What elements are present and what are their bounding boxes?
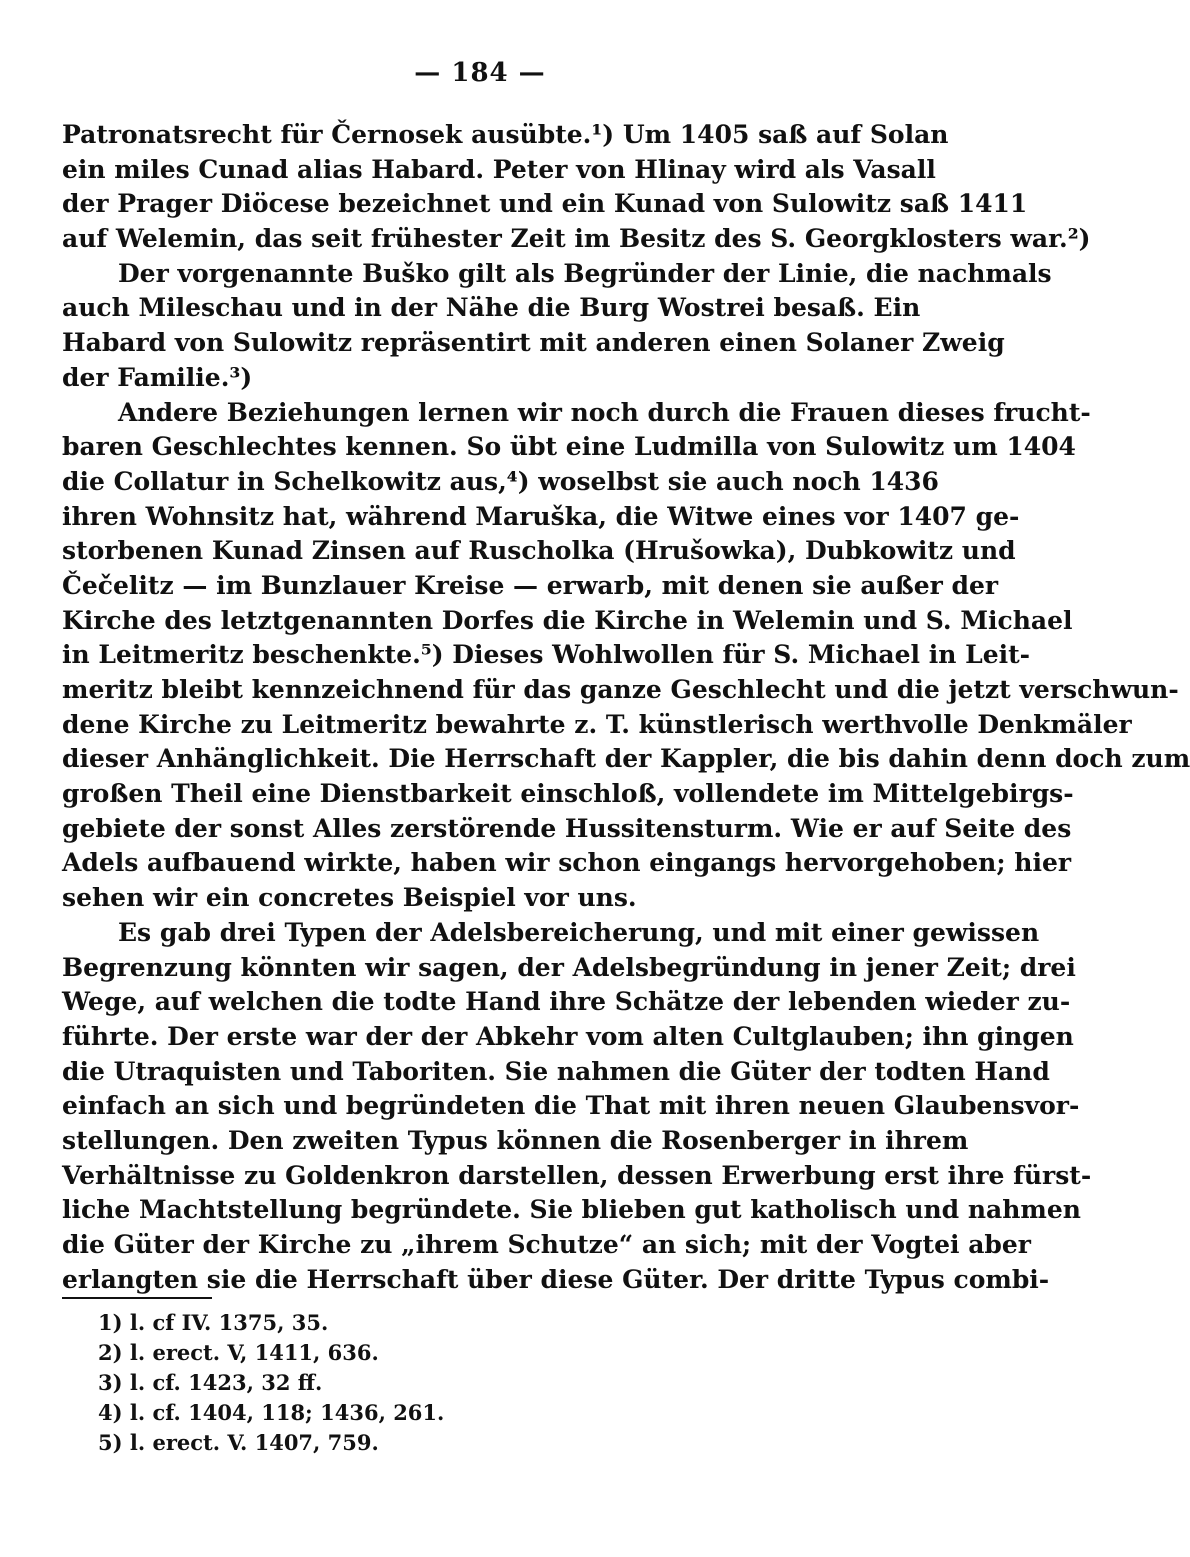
text-line: führte. Der erste war der der Abkehr vom alten Cultglauben; ihn gingen (62, 1021, 1074, 1051)
text-line: baren Geschlechtes kennen. So übt eine Ludmilla von Sulowitz um 1404 (62, 432, 1076, 462)
text-line: sehen wir ein concretes Beispiel vor uns. (62, 883, 637, 913)
text-line: Begrenzung könnten wir sagen, der Adelsbegründung in jener Zeit; drei (62, 952, 1076, 982)
text-line: Habard von Sulowitz repräsentirt mit anderen einen Solaner Zweig (62, 328, 1005, 358)
text-line: meritz bleibt kennzeichnend für das ganze Geschlecht und die jetzt verschwun- (62, 675, 1179, 704)
text-line: die Collatur in Schelkowitz aus,⁴) woselbst sie auch noch 1436 (62, 466, 939, 496)
text-line: liche Machtstellung begründete. Sie blieben gut katholisch und nahmen (62, 1195, 1081, 1225)
footnote: 3) l. cf. 1423, 32 ff. (98, 1370, 323, 1395)
main-text (62, 118, 1190, 1297)
text-line: erlangten sie die Herrschaft über diese Güter. Der dritte Typus combi- (62, 1264, 1050, 1294)
footnote-divider (62, 1297, 212, 1299)
footnote: 1) l. cf IV. 1375, 35. (98, 1310, 329, 1335)
text-line: dene Kirche zu Leitmeritz bewahrte z. T. künstlerisch werthvolle Denkmäler (62, 709, 1132, 739)
footnote: 4) l. cf. 1404, 118; 1436, 261. (98, 1400, 445, 1425)
text-line: storbenen Kunad Zinsen auf Ruscholka (Hrušowka), Dubkowitz und (62, 536, 1016, 566)
page-number: — 184 — (414, 58, 546, 88)
text-line: dieser Anhänglichkeit. Die Herrschaft der Kappler, die bis dahin denn doch zum (62, 744, 1190, 774)
text-line: großen Theil eine Dienstbarkeit einschloß, vollendete im Mittelgebirgs- (62, 779, 1074, 809)
text-line: Patronatsrecht für Černosek ausübte.¹) Um 1405 saß auf Solan (62, 120, 949, 149)
text-line: ihren Wohnsitz hat, während Maruška, die Witwe eines vor 1407 ge- (62, 501, 1020, 531)
text-line: der Prager Diöcese bezeichnet und ein Kunad von Sulowitz saß 1411 (62, 189, 1028, 219)
footnote: 5) l. erect. V. 1407, 759. (98, 1430, 379, 1455)
text-line: auch Mileschau und in der Nähe die Burg Wostrei besaß. Ein (62, 293, 921, 323)
text-line: Es gab drei Typen der Adelsbereicherung, und mit einer gewissen (118, 917, 1040, 947)
text-line: Der vorgenannte Buško gilt als Begründer der Linie, die nachmals (118, 258, 1052, 288)
text-line: der Familie.³) (62, 362, 253, 392)
text-line: gebiete der sonst Alles zerstörende Hussitensturm. Wie er auf Seite des (62, 813, 1072, 843)
footnotes (98, 1308, 598, 1458)
text-line: Andere Beziehungen lernen wir noch durch die Frauen dieses frucht- (118, 397, 1091, 427)
text-line: Wege, auf welchen die todte Hand ihre Schätze der lebenden wieder zu- (62, 987, 1071, 1017)
text-line: einfach an sich und begründeten die That mit ihren neuen Glaubensvor- (62, 1091, 1080, 1121)
text-line: ein miles Cunad alias Habard. Peter von Hlinay wird als Vasall (62, 154, 936, 184)
text-line: Kirche des letztgenannten Dorfes die Kirche in Welemin und S. Michael (62, 605, 1073, 635)
text-line: die Utraquisten und Taboriten. Sie nahmen die Güter der todten Hand (62, 1056, 1050, 1086)
text-line: die Güter der Kirche zu „ihrem Schutze“ an sich; mit der Vogtei aber (62, 1230, 1031, 1259)
text-line: Čečelitz — im Bunzlauer Kreise — erwarb, mit denen sie außer der (62, 570, 999, 600)
text-line: auf Welemin, das seit frühester Zeit im Besitz des S. Georgklosters war.²) (62, 224, 1091, 254)
text-line: in Leitmeritz beschenkte.⁵) Dieses Wohlwollen für S. Michael in Leit- (62, 640, 1031, 670)
text-line: Verhältnisse zu Goldenkron darstellen, dessen Erwerbung erst ihre fürst- (62, 1160, 1092, 1190)
text-line: stellungen. Den zweiten Typus können die Rosenberger in ihrem (62, 1125, 969, 1155)
text-line: Adels aufbauend wirkte, haben wir schon eingangs hervorgehoben; hier (62, 848, 1072, 878)
footnote: 2) l. erect. V, 1411, 636. (98, 1340, 379, 1365)
